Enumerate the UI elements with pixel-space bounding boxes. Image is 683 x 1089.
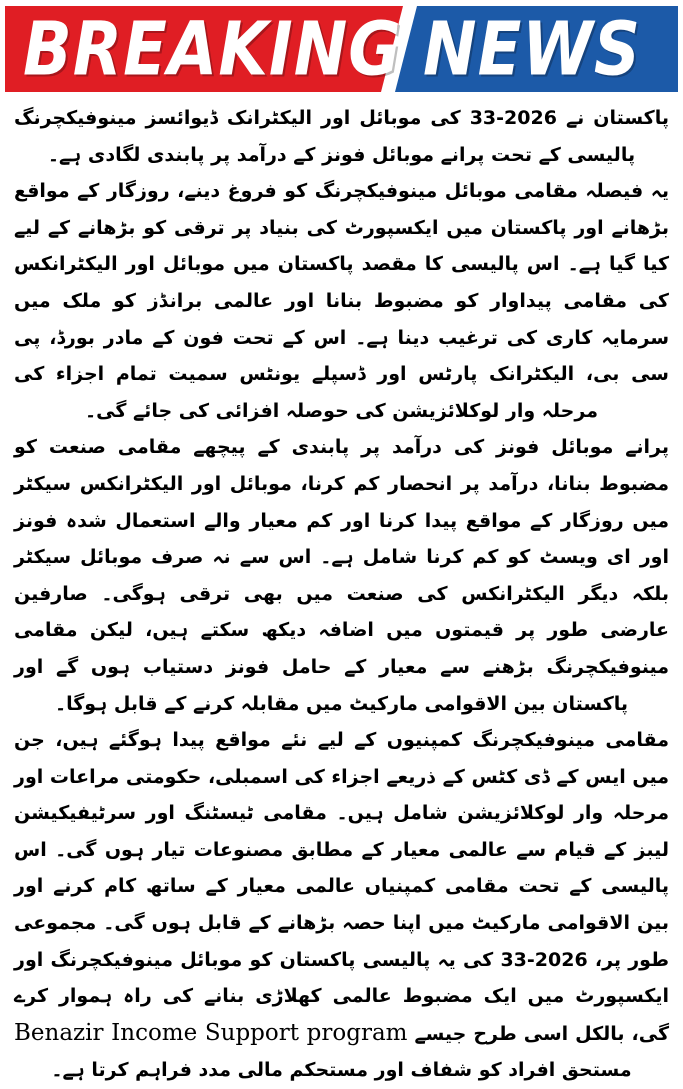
breaking-news-banner (5, 6, 678, 92)
article-paragraph-1: پاکستان نے 2026-33 کی موبائل اور الیکٹرانک ڈیوائسز مینوفیکچرنگ پالیسی کے تحت پرانے موبائل فونز کے درآمد پر پابندی لگادی ہے۔ (14, 107, 669, 166)
banner-breaking-text: BREAKING (23, 7, 402, 92)
program-name: Benazir Income Support program (14, 1019, 408, 1046)
article-body (14, 100, 669, 1089)
paragraph-4-text-after: مستحق افراد کو شفاف اور مستحکم مالی مدد فراہم کرتا ہے۔ (51, 1059, 632, 1082)
article-paragraph-3: پرانے موبائل فونز کی درآمد پر پابندی کے پیچھے مقامی صنعت کو مضبوط بنانا، درآمد پر انحصار کم کرنا، موبائل اور الیکٹرانکس سیکٹر میں روزگار کے مواقع پیدا کرنا اور کم معیار والے استعمال شدہ فونز اور ای ویسٹ کو کم کرنا شامل ہے۔ اس سے نہ صرف موبائل سیکٹر بلکہ دیگر الیکٹرانکس کی صنعت میں بھی ترقی ہوگی۔ صارفین عارضی طور پر قیمتوں میں اضافہ دیکھ سکتے ہیں، لیکن مقامی مینوفیکچرنگ بڑھنے سے معیار کے حامل فونز دستیاب ہوں گے اور پاکستان بین الاقوامی مارکیٹ میں مقابلہ کرنے کے قابل ہوگا۔ (14, 436, 669, 715)
paragraph-4-text-before: مقامی مینوفیکچرنگ کمپنیوں کے لیے نئے مواقع پیدا ہوگئے ہیں، جن میں ایس کے ڈی کٹس کے ذریعے اجزاء کی اسمبلی، حکومتی مراعات اور مرحلہ وار لوکلائزیشن شامل ہیں۔ مقامی ٹیسٹنگ اور سرٹیفیکیشن لیبز کے قیام سے عالمی معیار کے مطابق مصنوعات تیار ہوں گی۔ اس پالیسی کے تحت مقامی کمپنیاں عالمی معیار کے ساتھ کام کرنے اور بین الاقوامی مارکیٹ میں اپنا حصہ بڑھانے کے قابل ہوں گی۔ مجموعی طور پر، 2026-33 کی یہ پالیسی پاکستان کو موبائل مینوفیکچرنگ اور ایکسپورٹ میں ایک مضبوط عالمی کھلاڑی بنانے کی راہ ہموار کرے گی، بالکل اسی طرح جیسے (14, 729, 669, 1045)
article-paragraph-4 (14, 722, 669, 1089)
article-paragraph-2: یہ فیصلہ مقامی موبائل مینوفیکچرنگ کو فروغ دینے، روزگار کے مواقع بڑھانے اور پاکستان میں ایکسپورٹ کی بنیاد پر ترقی کو بڑھانے کے لیے کیا گیا ہے۔ اس پالیسی کا مقصد پاکستان میں موبائل اور الیکٹرانکس کی مقامی پیداوار کو مضبوط بنانا اور عالمی برانڈز کو ملک میں سرمایہ کاری کی ترغیب دینا ہے۔ اس کے تحت فون کے مادر بورڈ، پی سی بی، الیکٹرانک پارٹس اور ڈسپلے یونٹس سمیت تمام اجزاء کی مرحلہ وار لوکلائزیشن کی حوصلہ افزائی کی جائے گی۔ (14, 180, 669, 422)
banner-news-text: NEWS (423, 7, 641, 92)
